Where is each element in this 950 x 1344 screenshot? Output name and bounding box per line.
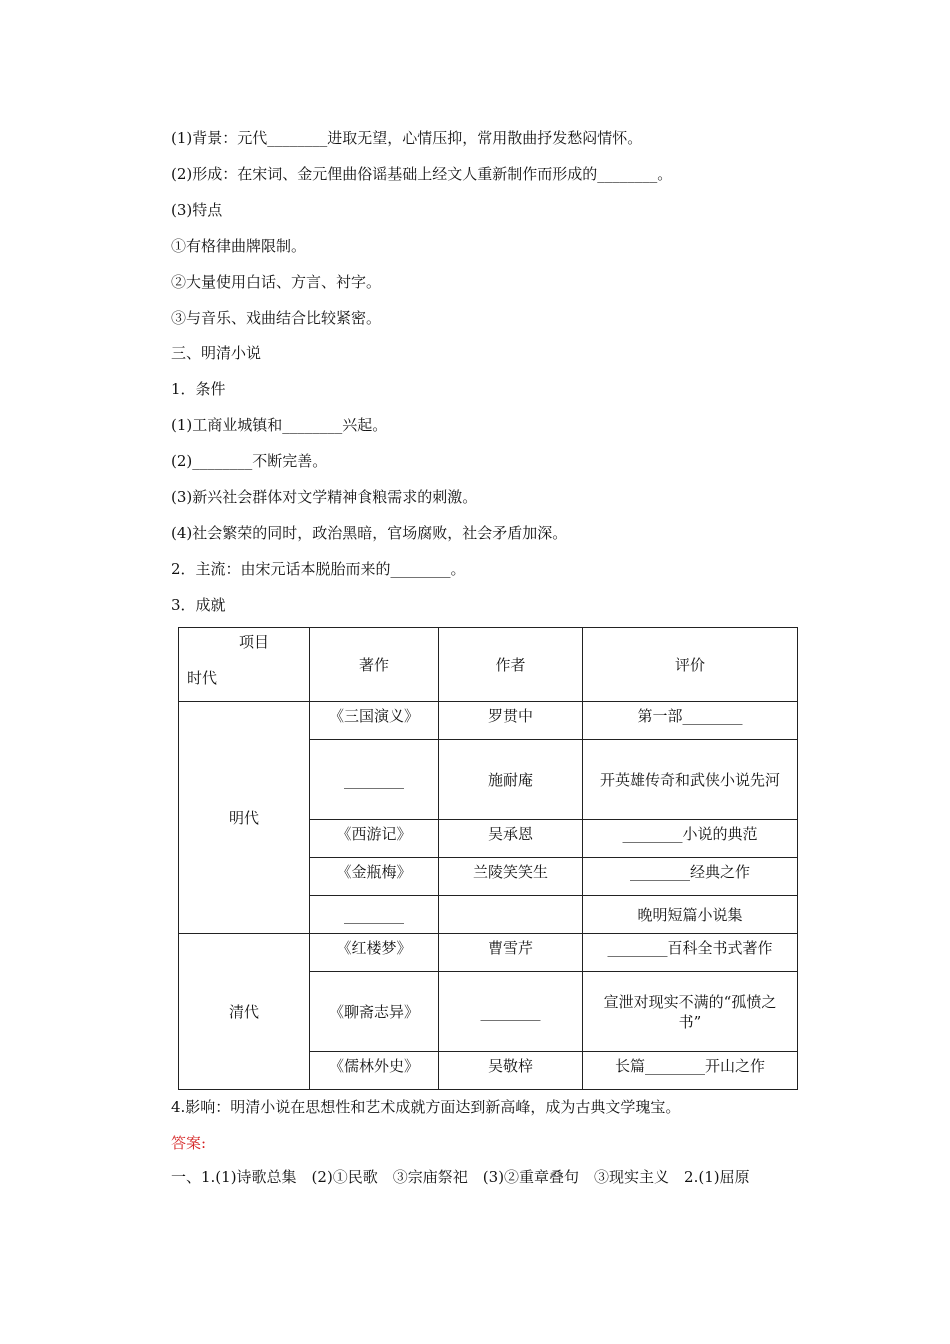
text-line: (1)工商业城镇和________兴起。 [171, 416, 388, 434]
header-author: 作者 [439, 628, 583, 702]
text-line: (2)________不断完善。 [171, 452, 328, 470]
text-line: ②大量使用白话、方言、衬字。 [171, 273, 382, 291]
subsection-heading: 1．条件 [171, 380, 226, 398]
comment-cell: ________小说的典范 [583, 820, 798, 858]
work-cell: ________ [310, 740, 439, 820]
author-cell: ________ [439, 972, 583, 1052]
era-cell: 清代 [179, 934, 310, 1090]
text-line: (2)形成：在宋词、金元俚曲俗谣基础上经文人重新制作而形成的________。 [171, 165, 673, 183]
corner-header-bottom: 时代 [187, 669, 218, 687]
section-heading: 三、明清小说 [171, 344, 262, 362]
header-comment: 评价 [583, 628, 798, 702]
corner-header-cell [179, 628, 310, 702]
text-line: (3)特点 [171, 201, 223, 219]
text-line: (1)背景：元代________进取无望，心情压抑，常用散曲抒发愁闷情怀。 [171, 129, 643, 147]
comment-cell: 第一部________ [583, 702, 798, 740]
author-cell: 罗贯中 [439, 702, 583, 740]
work-cell: ________ [310, 896, 439, 934]
work-cell: 《三国演义》 [310, 702, 439, 740]
table-row [179, 702, 798, 740]
text-line: ③与音乐、戏曲结合比较紧密。 [171, 309, 382, 327]
author-cell: 施耐庵 [439, 740, 583, 820]
comment-cell: ________百科全书式著作 [583, 934, 798, 972]
corner-header-top: 项目 [238, 633, 269, 651]
comment-cell: 宣泄对现实不满的“孤愤之书” [583, 972, 798, 1052]
comment-cell: 开英雄传奇和武侠小说先河 [583, 740, 798, 820]
header-work: 著作 [310, 628, 439, 702]
subsection-heading: 3．成就 [171, 596, 226, 614]
work-cell: 《金瓶梅》 [310, 858, 439, 896]
comment-cell: 长篇________开山之作 [583, 1052, 798, 1090]
work-cell: 《儒林外史》 [310, 1052, 439, 1090]
author-cell: 吴承恩 [439, 820, 583, 858]
text-line: 2．主流：由宋元话本脱胎而来的________。 [171, 560, 466, 578]
author-cell: 曹雪芹 [439, 934, 583, 972]
author-cell [439, 896, 583, 934]
table-row [179, 934, 798, 972]
era-cell: 明代 [179, 702, 310, 934]
achievements-table [178, 627, 798, 1090]
text-line: 4.影响：明清小说在思想性和艺术成就方面达到新高峰，成为古典文学瑰宝。 [171, 1098, 681, 1116]
table-header-row [179, 628, 798, 702]
work-cell: 《红楼梦》 [310, 934, 439, 972]
answer-text: 一、1.(1)诗歌总集 (2)①民歌 ③宗庙祭祀 (3)②重章叠句 ③现实主义 2.(1)屈原 [171, 1168, 750, 1186]
text-line: ①有格律曲牌限制。 [171, 237, 307, 255]
comment-cell: ________经典之作 [583, 858, 798, 896]
author-cell: 吴敬梓 [439, 1052, 583, 1090]
comment-cell: 晚明短篇小说集 [583, 896, 798, 934]
author-cell: 兰陵笑笑生 [439, 858, 583, 896]
work-cell: 《西游记》 [310, 820, 439, 858]
work-cell: 《聊斋志异》 [310, 972, 439, 1052]
text-line: (3)新兴社会群体对文学精神食粮需求的刺激。 [171, 488, 478, 506]
text-line: (4)社会繁荣的同时，政治黑暗，官场腐败，社会矛盾加深。 [171, 524, 568, 542]
answer-label: 答案: [171, 1134, 207, 1152]
